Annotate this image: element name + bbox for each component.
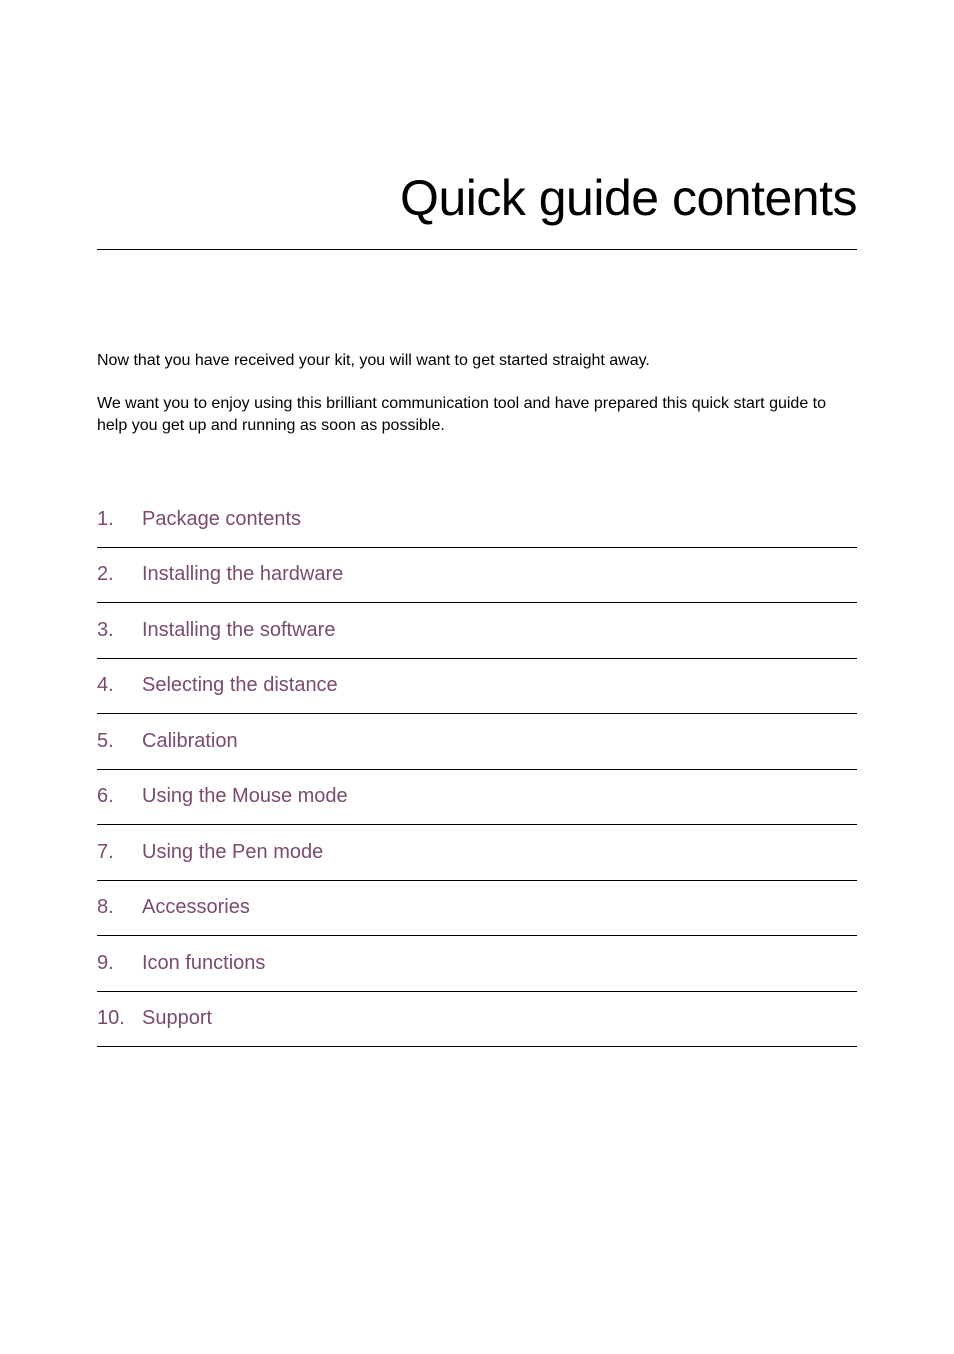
toc-item-number: 6.	[97, 785, 114, 808]
toc-item-icon-functions[interactable]	[97, 936, 857, 992]
toc-item-calibration[interactable]	[97, 714, 857, 770]
toc-item-number: 10.	[97, 1007, 125, 1030]
toc-item-label: Installing the hardware	[142, 563, 344, 586]
toc-item-label: Support	[142, 1007, 213, 1030]
toc-item-pen-mode[interactable]	[97, 825, 857, 881]
title-divider	[97, 249, 857, 250]
table-of-contents	[97, 492, 857, 1047]
toc-item-label: Installing the software	[142, 618, 336, 641]
page-title: Quick guide contents	[400, 170, 857, 226]
toc-item-label: Selecting the distance	[142, 674, 338, 697]
toc-item-number: 2.	[97, 563, 114, 586]
toc-item-label: Icon functions	[142, 951, 266, 974]
toc-item-number: 8.	[97, 896, 114, 919]
toc-item-installing-hardware[interactable]	[97, 548, 857, 604]
toc-item-accessories[interactable]	[97, 881, 857, 937]
toc-item-mouse-mode[interactable]	[97, 770, 857, 826]
toc-item-number: 5.	[97, 729, 114, 752]
toc-item-number: 4.	[97, 674, 114, 697]
intro-paragraph: Now that you have received your kit, you will want to get started straight away.	[97, 352, 650, 369]
toc-item-label: Using the Mouse mode	[142, 785, 348, 808]
toc-item-label: Accessories	[142, 896, 250, 919]
toc-item-number: 3.	[97, 618, 114, 641]
toc-item-support[interactable]	[97, 992, 857, 1048]
toc-item-label: Calibration	[142, 729, 238, 752]
intro-text	[97, 350, 857, 458]
intro-paragraph: We want you to enjoy using this brilliant communication tool and have prepared this quick start guide to help you get up and running as soon as possible.	[97, 395, 826, 434]
toc-item-selecting-distance[interactable]	[97, 659, 857, 715]
toc-item-label: Package contents	[142, 507, 301, 530]
toc-item-number: 1.	[97, 507, 114, 530]
toc-item-number: 9.	[97, 951, 114, 974]
toc-item-installing-software[interactable]	[97, 603, 857, 659]
toc-item-number: 7.	[97, 840, 114, 863]
toc-item-label: Using the Pen mode	[142, 840, 324, 863]
toc-item-package-contents[interactable]	[97, 492, 857, 548]
